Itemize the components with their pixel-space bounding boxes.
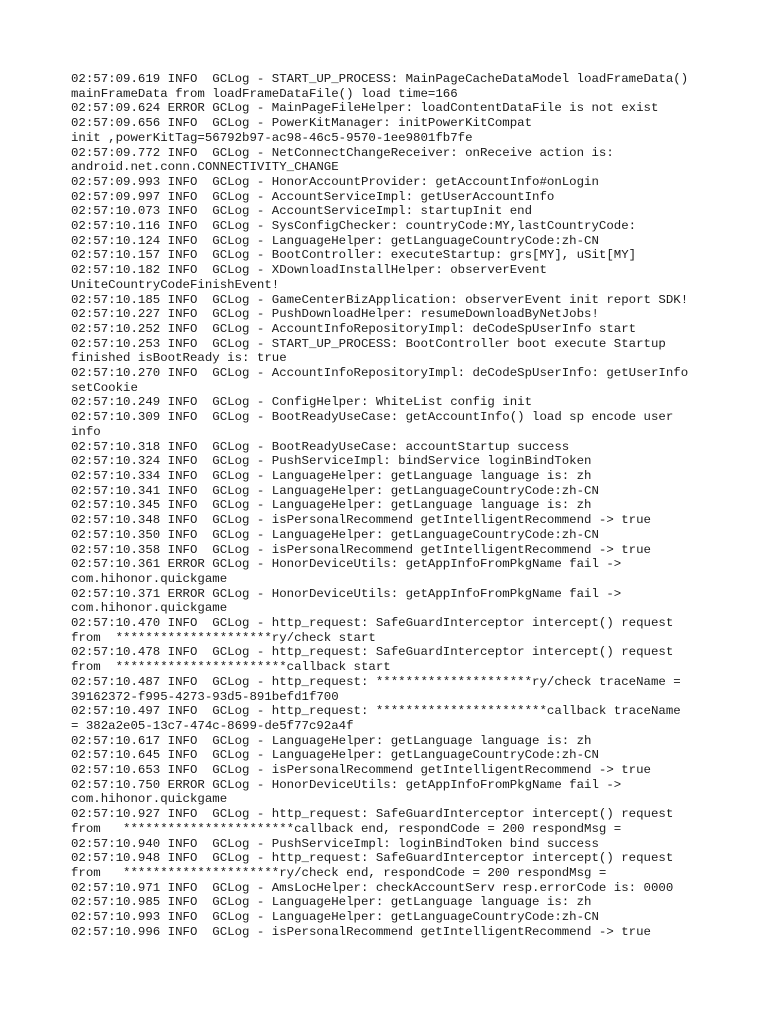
log-line: 02:57:10.348 INFO GCLog - isPersonalRecommend getIntelligentRecommend -> true [71,513,651,528]
log-line: 02:57:10.487 INFO GCLog - http_request: *********************ry/check traceName = [71,674,681,689]
log-line: 02:57:10.252 INFO GCLog - AccountInfoRepositoryImpl: deCodeSpUserInfo start [71,321,637,336]
log-line: = 382a2e05-13c7-474c-8699-de5f77c92a4f [71,718,354,733]
log-line: 02:57:10.124 INFO GCLog - LanguageHelper: getLanguageCountryCode:zh-CN [71,233,599,248]
log-line: 02:57:10.750 ERROR GCLog - HonorDeviceUtils: getAppInfoFromPkgName fail -> [71,777,622,792]
log-document [71,72,711,939]
log-line: 02:57:10.361 ERROR GCLog - HonorDeviceUtils: getAppInfoFromPkgName fail -> [71,557,622,572]
log-line: 02:57:10.985 INFO GCLog - LanguageHelper: getLanguage language is: zh [71,895,592,910]
log-line: 02:57:10.350 INFO GCLog - LanguageHelper: getLanguageCountryCode:zh-CN [71,527,599,542]
log-line: com.hihonor.quickgame [71,601,228,616]
log-line: 02:57:09.619 INFO GCLog - START_UP_PROCESS: MainPageCacheDataModel loadFrameData() [71,72,689,86]
log-line: 02:57:10.249 INFO GCLog - ConfigHelper: WhiteList config init [71,395,533,410]
log-line: 02:57:10.478 INFO GCLog - http_request: SafeGuardInterceptor intercept() request [71,645,674,660]
log-line: 02:57:10.073 INFO GCLog - AccountServiceImpl: startupInit end [71,204,533,219]
log-line: from *********************ry/check start [71,630,376,645]
log-line: 02:57:10.185 INFO GCLog - GameCenterBizApplication: observerEvent init report SDK! [71,292,689,307]
log-line: 02:57:10.940 INFO GCLog - PushServiceImpl: loginBindToken bind success [71,836,599,851]
log-line: 02:57:10.371 ERROR GCLog - HonorDeviceUtils: getAppInfoFromPkgName fail -> [71,586,622,601]
log-line: 02:57:10.157 INFO GCLog - BootController: executeStartup: grs[MY], uSit[MY] [71,248,637,263]
log-line: 02:57:10.341 INFO GCLog - LanguageHelper: getLanguageCountryCode:zh-CN [71,483,599,498]
log-line: 02:57:10.309 INFO GCLog - BootReadyUseCase: getAccountInfo() load sp encode user [71,410,674,425]
log-line: mainFrameData from loadFrameDataFile() load time=166 [71,86,458,101]
log-line: 02:57:09.656 INFO GCLog - PowerKitManager: initPowerKitCompat [71,116,533,131]
log-line: 02:57:10.227 INFO GCLog - PushDownloadHelper: resumeDownloadByNetJobs! [71,307,599,322]
log-line: 02:57:10.927 INFO GCLog - http_request: SafeGuardInterceptor intercept() request [71,807,674,822]
log-line: 02:57:10.318 INFO GCLog - BootReadyUseCase: accountStartup success [71,439,570,454]
log-line: 02:57:10.948 INFO GCLog - http_request: SafeGuardInterceptor intercept() request [71,851,674,866]
log-line: 02:57:10.470 INFO GCLog - http_request: SafeGuardInterceptor intercept() request [71,616,674,631]
log-line: 02:57:09.772 INFO GCLog - NetConnectChangeReceiver: onReceive action is: [71,145,614,160]
log-line: UniteCountryCodeFinishEvent! [71,277,280,292]
log-line: 02:57:10.182 INFO GCLog - XDownloadInstallHelper: observerEvent [71,263,547,278]
log-line: 02:57:10.653 INFO GCLog - isPersonalRecommend getIntelligentRecommend -> true [71,763,651,778]
log-line: 02:57:10.645 INFO GCLog - LanguageHelper: getLanguageCountryCode:zh-CN [71,748,599,763]
log-line: com.hihonor.quickgame [71,792,228,807]
log-line: 02:57:10.497 INFO GCLog - http_request: ***********************callback traceName [71,704,681,719]
log-line: 02:57:09.993 INFO GCLog - HonorAccountProvider: getAccountInfo#onLogin [71,174,599,189]
log-line: 39162372-f995-4273-93d5-891befd1f700 [71,689,339,704]
log-line: init ,powerKitTag=56792b97-ac98-46c5-9570-1ee9801fb7fe [71,130,473,145]
log-line: android.net.conn.CONNECTIVITY_CHANGE [71,160,339,175]
log-line: info [71,424,101,439]
log-line: setCookie [71,380,138,395]
log-line: 02:57:10.358 INFO GCLog - isPersonalRecommend getIntelligentRecommend -> true [71,542,651,557]
log-line: 02:57:10.617 INFO GCLog - LanguageHelper: getLanguage language is: zh [71,733,592,748]
log-line: from ***********************callback start [71,660,391,675]
log-line: from ***********************callback end, respondCode = 200 respondMsg = [71,821,622,836]
log-line: 02:57:09.997 INFO GCLog - AccountServiceImpl: getUserAccountInfo [71,189,555,204]
log-line: 02:57:10.253 INFO GCLog - START_UP_PROCESS: BootController boot execute Startup [71,336,666,351]
log-line: 02:57:10.993 INFO GCLog - LanguageHelper: getLanguageCountryCode:zh-CN [71,910,599,925]
log-line: 02:57:10.971 INFO GCLog - AmsLocHelper: checkAccountServ resp.errorCode is: 0000 [71,880,674,895]
log-line: 02:57:10.334 INFO GCLog - LanguageHelper: getLanguage language is: zh [71,468,592,483]
log-line: 02:57:09.624 ERROR GCLog - MainPageFileHelper: loadContentDataFile is not exist [71,101,659,116]
log-line: 02:57:10.116 INFO GCLog - SysConfigChecker: countryCode:MY,lastCountryCode: [71,219,637,234]
log-line: com.hihonor.quickgame [71,571,228,586]
log-line: 02:57:10.996 INFO GCLog - isPersonalRecommend getIntelligentRecommend -> true [71,924,651,939]
log-line: from *********************ry/check end, respondCode = 200 respondMsg = [71,865,607,880]
log-line: 02:57:10.345 INFO GCLog - LanguageHelper: getLanguage language is: zh [71,498,592,513]
log-line: 02:57:10.324 INFO GCLog - PushServiceImpl: bindService loginBindToken [71,454,592,469]
log-line: 02:57:10.270 INFO GCLog - AccountInfoRepositoryImpl: deCodeSpUserInfo: getUserInfo [71,366,689,381]
log-line: finished isBootReady is: true [71,351,287,366]
